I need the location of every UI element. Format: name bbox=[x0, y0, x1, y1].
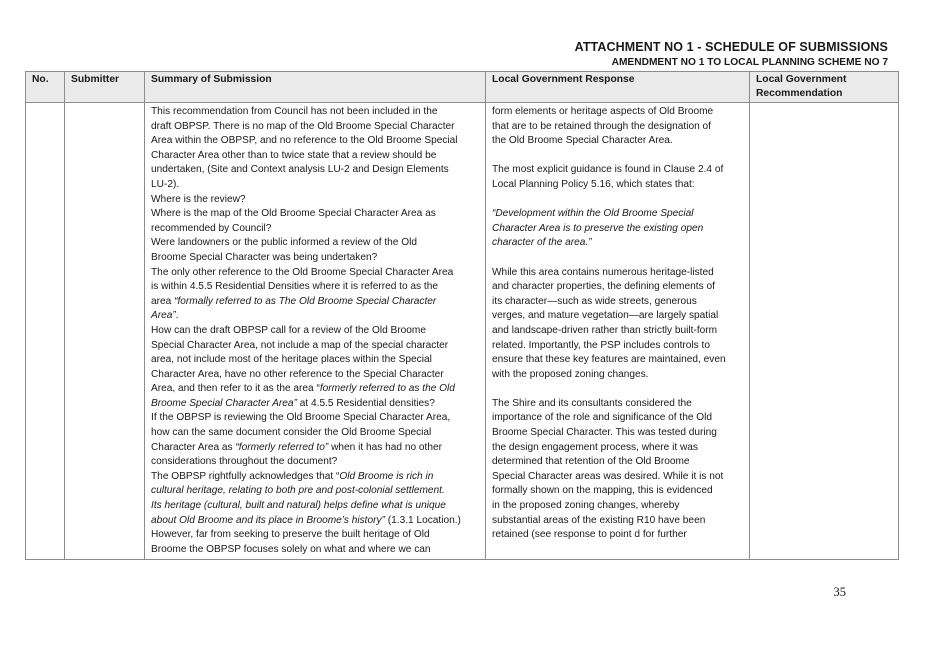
summary-text-run: “formally referred to as The Old Broome Special Character Area” bbox=[151, 295, 437, 322]
document-title: ATTACHMENT NO 1 - SCHEDULE OF SUBMISSIONS bbox=[574, 40, 888, 54]
col-header-submitter: Submitter bbox=[65, 72, 145, 103]
summary-text-run: at 4.5.5 Residential densities? If the OBPSP is reviewing the Old Broome Special Character Area, how can the same document consider the Old Broome Special Character Area as bbox=[151, 397, 451, 453]
response-paragraph: While this area contains numerous heritage-listed and character properties, the defining elements of its character—such as wide streets, generous verges, and mature vegetation—are largely spatial and landscape-driven rather than strictly built-form related. Importantly, the PSP includes controls to ensure that these key features are maintained, even with the proposed zoning changes. bbox=[492, 266, 726, 380]
cell-response bbox=[486, 103, 750, 560]
paragraph-gap bbox=[492, 149, 744, 164]
response-paragraph: The Shire and its consultants considered the importance of the role and significance of the Old Broome Special Character. This was tested during the design engagement process, where it was determined that retention of the Old Broome Special Character areas was desired. While it is not formally shown on the mapping, this is evidenced in the proposed zoning changes, whereby substantial areas of the existing R10 have been retained (see response to point d for further bbox=[492, 397, 724, 541]
page-number: 35 bbox=[833, 585, 846, 599]
cell-summary bbox=[145, 103, 486, 560]
col-header-summary: Summary of Submission bbox=[145, 72, 486, 103]
schedule-table bbox=[25, 71, 899, 560]
summary-text-run: Old Broome is rich in cultural heritage, relating to both pre and post-colonial settlement. Its heritage (cultural, built and natural) helps define what is unique about Old Broome and its place in Broome’s history” bbox=[151, 470, 446, 526]
col-header-response: Local Government Response bbox=[486, 72, 750, 103]
cell-no bbox=[26, 103, 65, 560]
summary-text-run: (1.3.1 Location.) However, far from seeking to preserve the built heritage of Old Broome the OBPSP focuses solely on what and where we can bbox=[151, 514, 461, 555]
document-subtitle: AMENDMENT NO 1 TO LOCAL PLANNING SCHEME NO 7 bbox=[611, 57, 888, 68]
summary-text-run: “formerly referred to” bbox=[235, 441, 329, 453]
summary-paragraph bbox=[151, 105, 480, 557]
col-header-no: No. bbox=[26, 72, 65, 103]
col-header-recommendation: Local Government Recommendation bbox=[750, 72, 899, 103]
summary-text-run: formerly referred to as the Old Broome Special Character Area” bbox=[151, 383, 455, 409]
response-paragraph: The most explicit guidance is found in Clause 2.4 of Local Planning Policy 5.16, which states that: bbox=[492, 164, 724, 190]
paragraph-gap bbox=[492, 193, 744, 208]
cell-submitter bbox=[65, 103, 145, 560]
summary-text-run: . How can the draft OBPSP call for a review of the Old Broome Special Character Area, not include a map of the special character area, not include most of the heritage places within the Special Character Area, have no other reference to the Special Character Area, and then refer to it as the area “ bbox=[151, 310, 449, 395]
table-header-row bbox=[26, 72, 899, 103]
paragraph-gap bbox=[492, 251, 744, 266]
response-paragraph: form elements or heritage aspects of Old Broome that are to be retained through the designation of the Old Broome Special Character Area. bbox=[492, 106, 714, 147]
summary-text-run: when it has had no other considerations throughout the document? The OBPSP rightfully acknowledges that “ bbox=[151, 441, 442, 482]
paragraph-gap bbox=[492, 382, 744, 397]
summary-text-run: This recommendation from Council has not been included in the draft OBPSP. There is no map of the Old Broome Special Character Area within the OBPSP, and no reference to the Old Broome Special Character Area other than to twice state that a review should be undertaken, (Site and Context analysis LU-2 and Design Elements LU-2). Where is the review? Where is the map of the Old Broome Special Character Area as recommended by Council? Were landowners or the public informed a review of the Old Broome Special Character was being undertaken? The only other reference to the Old Broome Special Character Area is within 4.5.5 Residential Densities where it is referred to as the area bbox=[151, 106, 458, 307]
table-row bbox=[26, 103, 899, 560]
response-paragraph: “Development within the Old Broome Special Character Area is to preserve the existing open character of the area.” bbox=[492, 208, 704, 249]
cell-recommendation bbox=[750, 103, 899, 560]
